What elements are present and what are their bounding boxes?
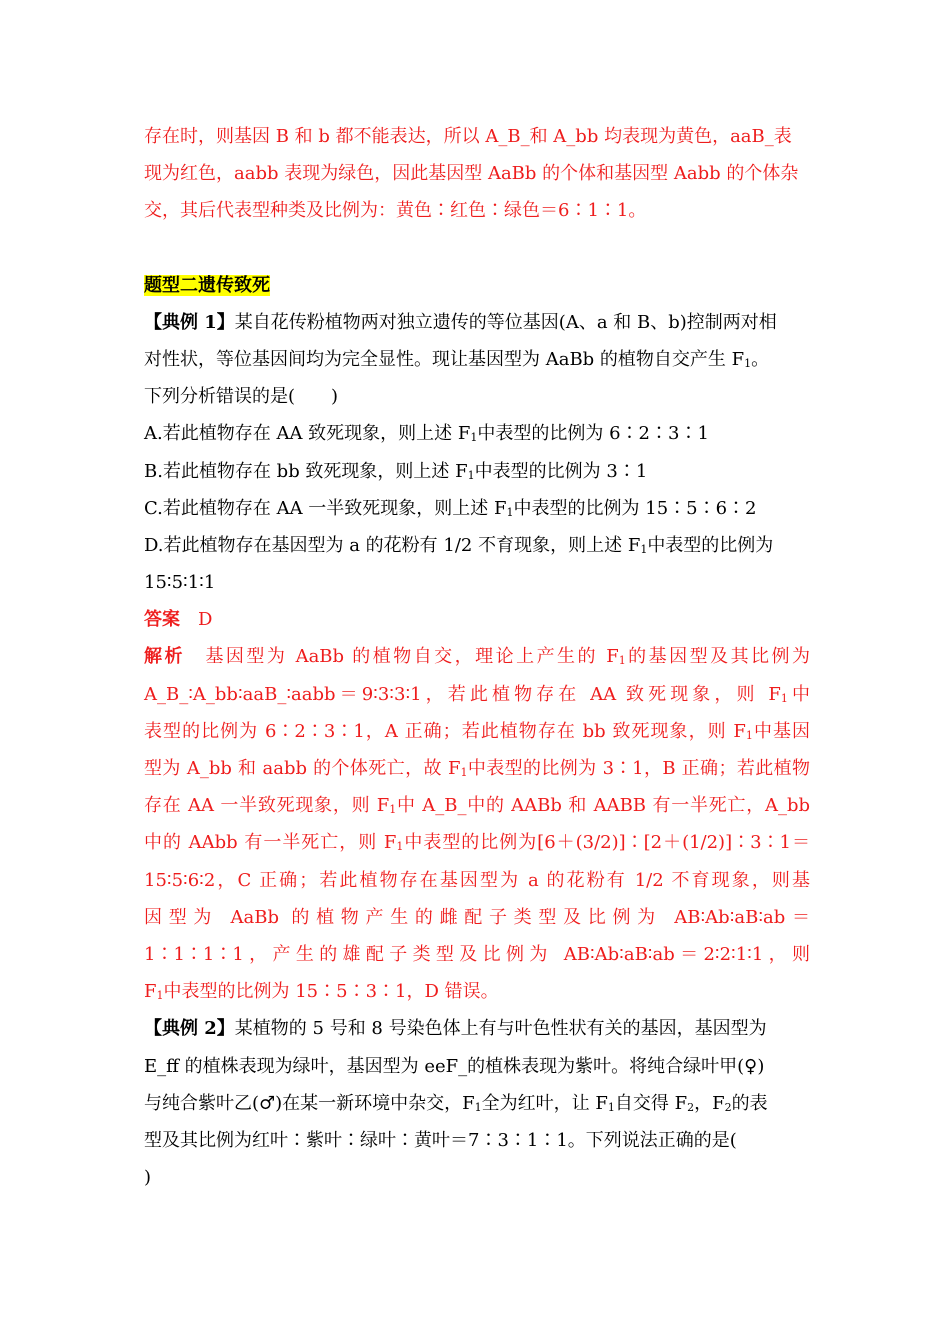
answer <box>144 601 810 638</box>
example-tag: 【典例 1】 <box>144 311 235 333</box>
intro-line: 存在时，则基因 B 和 b 都不能表达，所以 A_B_和 A_bb 均表现为黄色，aaB_表 <box>144 126 792 147</box>
analysis-line: 1∶1∶1∶1，产生的雄配子类型及比例为 AB∶Ab∶aB∶ab＝2∶2∶1∶1，则 <box>144 943 810 965</box>
option-b: B.若此植物存在 bb 致死现象，则上述 $F_1$中表型的比例为 3∶1 <box>144 460 648 482</box>
option-c: C.若此植物存在 AA 一半致死现象，则上述 $F_1$中表型的比例为 15∶5∶6∶2 <box>144 497 757 519</box>
analysis-line: A_B_∶A_bb∶aaB_∶aabb＝9∶3∶3∶1，若此植物存在 AA 致死现象，则 $F_1$中 <box>144 683 811 705</box>
analysis-line: $F_1$中表型的比例为 15∶5∶3∶1，D 错误。 <box>144 981 499 1003</box>
intro-line: 交，其后代表型种类及比例为：黄色∶红色∶绿色＝6∶1∶1。 <box>144 200 647 222</box>
example-tag: 【典例 2】 <box>144 1018 235 1040</box>
example-1-stem-line: 下列分析错误的是( ) <box>144 386 339 408</box>
example-2-stem-line: 与纯合紫叶乙(♂)在某一新环境中杂交，$F_1$全为红叶，让 $F_1$自交得 $F_2$，$F_2$的表 <box>144 1092 768 1114</box>
example-2-stem-line: E_ff 的植株表现为绿叶，基因型为 eeF_的植株表现为紫叶。将纯合绿叶甲(♀) <box>144 1055 765 1077</box>
analysis-label: 解析 <box>144 646 185 668</box>
example-1-stem-line: 对性状，等位基因间均为完全显性。现让基因型为 AaBb 的植物自交产生 $F_1$。 <box>144 348 770 370</box>
analysis-line: 因型为 AaBb 的植物产生的雌配子类型及比例为 AB∶Ab∶aB∶ab＝ <box>144 906 810 928</box>
intro-paragraph <box>144 118 810 230</box>
analysis-line: 中的 AAbb 有一半死亡，则 $F_1$中表型的比例为[6＋(3/2)]∶[2＋(1/2)]∶3∶1＝ <box>144 832 810 854</box>
document-page <box>144 118 810 1196</box>
example-1-stem-line: 【典例 1】某自花传粉植物两对独立遗传的等位基因(A、a 和 B、b)控制两对相 <box>144 311 777 333</box>
analysis-line: 表型的比例为 6∶2∶3∶1，A 正确；若此植物存在 bb 致死现象，则 $F_1$中基因 <box>144 720 811 742</box>
option-d: D.若此植物存在基因型为 a 的花粉有 1/2 不育现象，则上述 $F_1$中表型的比例为 <box>144 534 774 556</box>
analysis <box>144 638 810 1010</box>
intro-line: 现为红色，aabb 表现为绿色，因此基因型 AaBb 的个体和基因型 Aabb 的个体杂 <box>144 163 799 185</box>
analysis-line: 存在 AA 一半致死现象，则 $F_1$中 A_B_中的 AABb 和 AABB 有一半死亡，A_bb <box>144 795 810 817</box>
analysis-line: 解析 基因型为 AaBb 的植物自交，理论上产生的 $F_1$的基因型及其比例为 <box>144 646 811 668</box>
option-d-continued: 15∶5∶1∶1 <box>144 572 216 594</box>
example-2-stem-line: 型及其比例为红叶∶紫叶∶绿叶∶黄叶＝7∶3∶1∶1。下列说法正确的是( <box>144 1129 737 1151</box>
example-1 <box>144 304 810 1011</box>
example-2-stem-line: ) <box>144 1167 152 1189</box>
answer-value: D <box>198 609 213 631</box>
answer-label: 答案 <box>144 609 180 631</box>
example-2 <box>144 1010 810 1196</box>
example-2-stem-line: 【典例 2】某植物的 5 号和 8 号染色体上有与叶色性状有关的基因，基因型为 <box>144 1018 767 1040</box>
section-title: 题型二遗传致死 <box>144 274 270 296</box>
analysis-line: 型为 A_bb 和 aabb 的个体死亡，故 $F_1$中表型的比例为 3∶1，B 正确；若此植物 <box>144 758 810 779</box>
option-a: A.若此植物存在 AA 致死现象，则上述 $F_1$中表型的比例为 6∶2∶3∶1 <box>144 423 709 445</box>
analysis-line: 15∶5∶6∶2，C 正确；若此植物存在基因型为 a 的花粉有 1/2 不育现象，则基 <box>144 869 810 891</box>
